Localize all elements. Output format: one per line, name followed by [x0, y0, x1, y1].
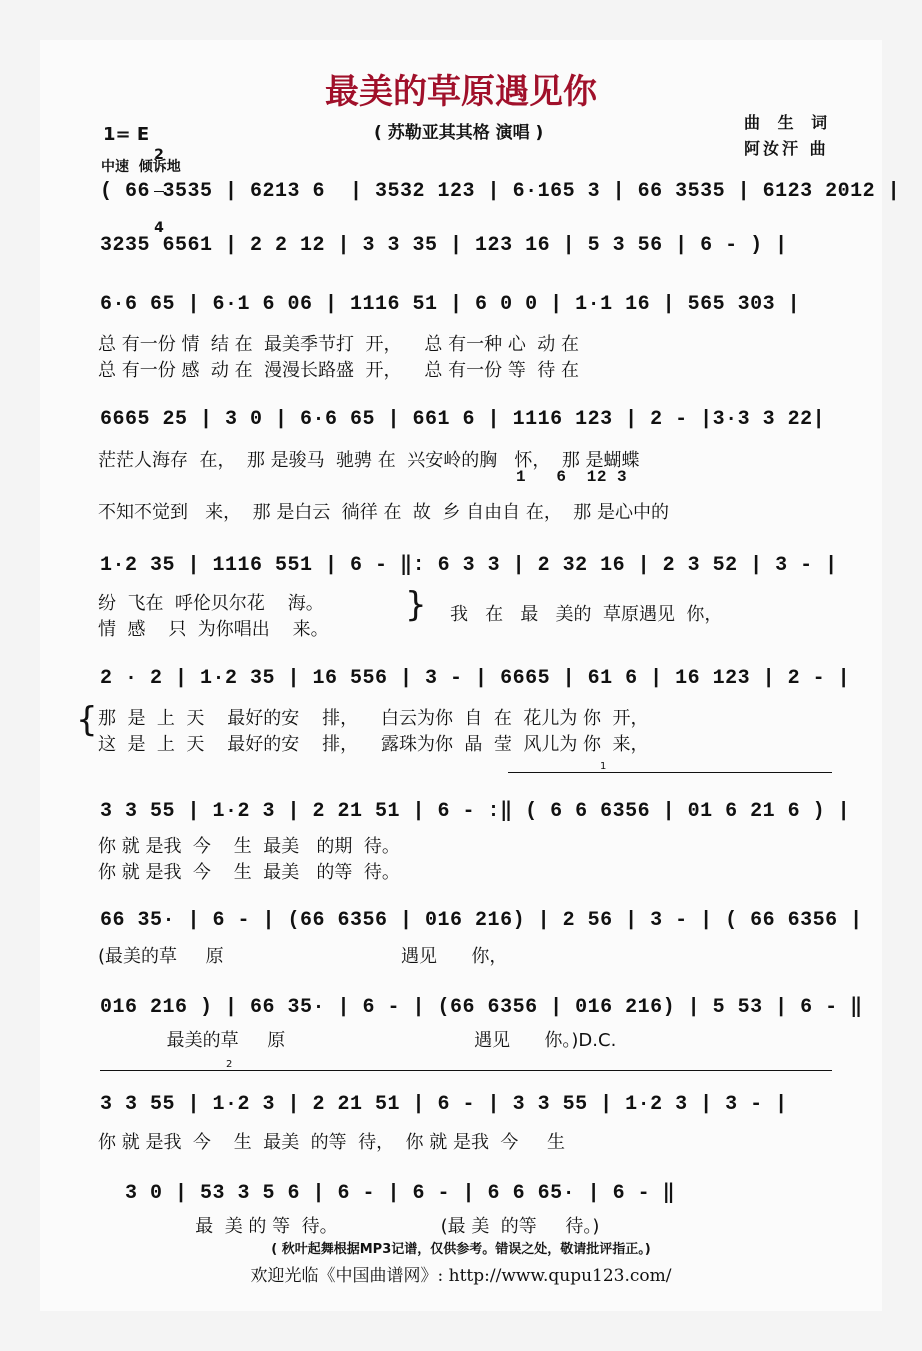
- volta-2-bracket: [100, 1059, 832, 1071]
- lyric-line: 茫茫人海存 在， 那 是骏马 驰骋 在 兴安岭的胸 怀， 那 是蝴蝶: [98, 450, 640, 471]
- chorus-lyric: 我 在 最 美的 草原遇见 你，: [450, 604, 723, 625]
- volta-1-bracket: [508, 761, 832, 773]
- lyric-line: 你 就 是我 今 生 最美 的等 待， 你 就 是我 今 生: [98, 1132, 566, 1153]
- brace: }: [405, 585, 427, 625]
- lyric-line: 这 是 上 天 最好的安 排， 露珠为你 晶 莹 风儿为 你 来，: [98, 734, 649, 755]
- notation-row: 1·2 35 | 1116 551 | 6 - ‖: 6 3 3 | 2 32 16 | 2 3 52 | 3 - |: [100, 554, 838, 577]
- composer-credit: 阿汝汗 曲: [744, 139, 829, 158]
- tempo-marking: 中速 倾诉地: [101, 159, 181, 175]
- notation-row: ( 66 3535 | 6213 6 | 3532 123 | 6·165 3 | 66 3535 | 6123 2012 |: [100, 180, 901, 203]
- time-signature-top: 2: [154, 147, 164, 163]
- lyric-line: 纷 飞在 呼伦贝尔花 海。: [98, 593, 324, 614]
- notation-row: 6·6 65 | 6·1 6 06 | 1116 51 | 6 0 0 | 1·1 16 | 565 303 |: [100, 293, 801, 316]
- performer-subtitle: ( 苏勒亚其其格 演唱 ): [374, 123, 544, 143]
- lyric-line: 你 就 是我 今 生 最美 的等 待。: [98, 862, 400, 883]
- notation-row: 016 216 ) | 66 35· | 6 - | (66 6356 | 016 216) | 5 53 | 6 - ‖: [100, 996, 863, 1019]
- notation-row: 3 0 | 53 3 5 6 | 6 - | 6 - | 6 6 65· | 6 - ‖: [100, 1182, 676, 1205]
- lyric-line: 总 有一份 感 动 在 漫漫长路盛 开， 总 有一份 等 待 在: [98, 360, 579, 381]
- lyric-line: 那 是 上 天 最好的安 排， 白云为你 自 在 花儿为 你 开，: [98, 708, 649, 729]
- notation-row: 66 35· | 6 - | (66 6356 | 016 216) | 2 56 | 3 - | ( 66 6356 |: [100, 909, 863, 932]
- lyric-line: 情 感 只 为你唱出 来。: [98, 619, 329, 640]
- lyric-line: 最 美 的 等 待。 (最 美 的等 待。): [98, 1216, 600, 1237]
- key-signature: 1= E: [103, 124, 150, 145]
- lyric-line: 不知不觉到 来， 那 是白云 徜徉 在 故 乡 自由自 在， 那 是心中的: [98, 502, 669, 523]
- notation-row: 3235 6561 | 2 2 12 | 3 3 35 | 123 16 | 5 3 56 | 6 - ) |: [100, 234, 788, 257]
- lyric-line: (最美的草 原 遇见 你，: [98, 946, 508, 967]
- notation-row: 2 · 2 | 1·2 35 | 16 556 | 3 - | 6665 | 61 6 | 16 123 | 2 - |: [100, 667, 851, 690]
- volta-2-number: 2: [226, 1059, 233, 1070]
- time-signature-bottom: 4: [154, 220, 164, 236]
- brace: {: [76, 700, 98, 740]
- song-title: 最美的草原遇见你: [325, 72, 597, 112]
- notation-row: 6665 25 | 3 0 | 6·6 65 | 661 6 | 1116 123 | 2 - |3·3 3 22|: [100, 408, 826, 431]
- lyric-line: 你 就 是我 今 生 最美 的期 待。: [98, 836, 400, 857]
- lyric-line: 最美的草 原 遇见 你。)D.C.: [98, 1030, 617, 1051]
- lyricist-credit: 曲 生 词: [744, 113, 834, 132]
- notation-row: 3 3 55 | 1·2 3 | 2 21 51 | 6 - | 3 3 55 | 1·2 3 | 3 - |: [100, 1093, 788, 1116]
- volta-1-number: 1: [600, 761, 607, 772]
- site-footer: 欢迎光临《中国曲谱网》: http://www.qupu123.com/: [250, 1266, 672, 1286]
- notation-row: 3 3 55 | 1·2 3 | 2 21 51 | 6 - :‖ ( 6 6 6356 | 01 6 21 6 ) |: [100, 800, 851, 823]
- transcriber-note: ( 秋叶起舞根据MP3记谱，仅供参考。错误之处，敬请批评指正。): [271, 1242, 651, 1257]
- alt-notation: 1 6 12 3: [516, 468, 628, 486]
- lyric-line: 总 有一份 情 结 在 最美季节打 开， 总 有一种 心 动 在: [98, 334, 579, 355]
